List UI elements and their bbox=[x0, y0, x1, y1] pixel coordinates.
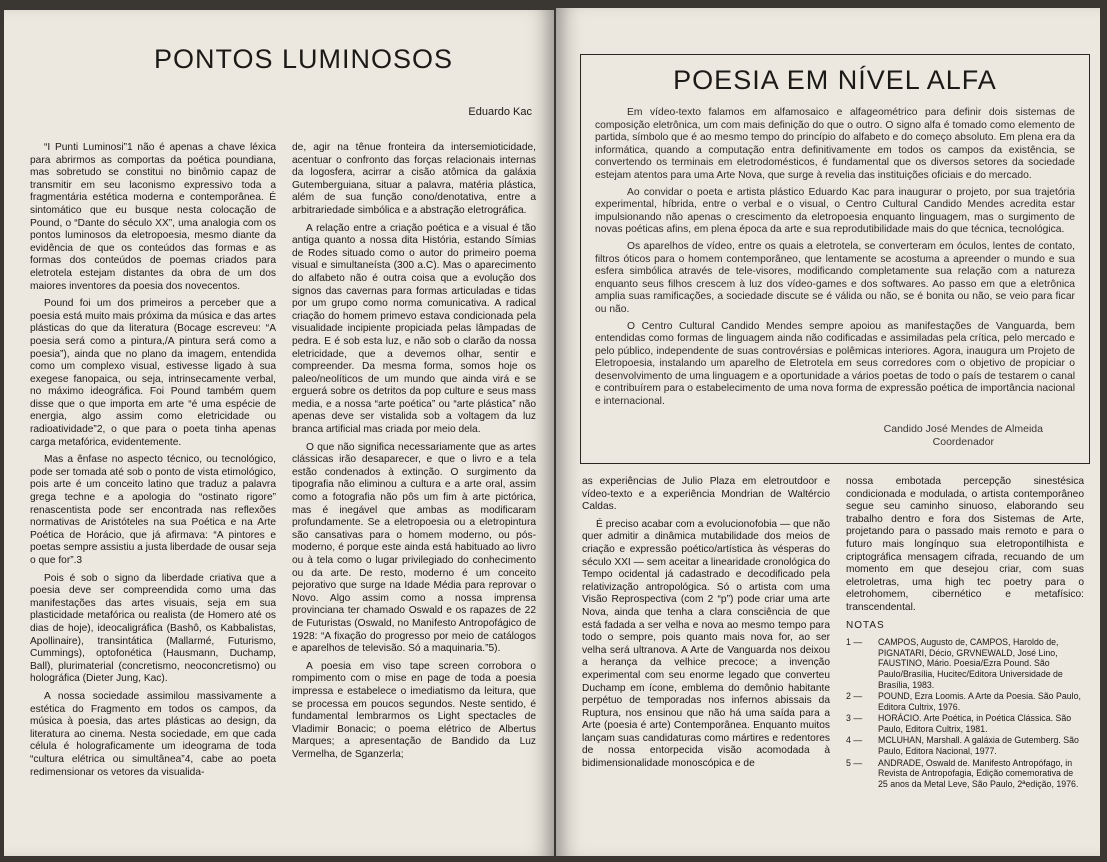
intro-text bbox=[595, 107, 1075, 413]
paragraph: nossa embotada percepção sinestésica condicionada e modulada, o artista contemporâneo segue seu caminho sinuoso, elaborando seu trabalho dentro e fora dos Sistemas de Arte, projetando para o passado mais remoto e para o futuro mais longínquo sua eletropontilhista e criptográfica mensagem cifrada, recuando de um momento em que desejou criar, com suas eletroletras, uma high tec poetry para o eletrohomem, cibernético e metafísico: transcendental. bbox=[846, 476, 1084, 613]
paragraph: Os aparelhos de vídeo, entre os quais a eletrotela, se converteram em óculos, lentes de contato, filtros óticos para o homem contemporâneo, que lentamente se acostuma a apreender o mundo e sua esfera simbólica através de tele-visores, modificando completamente sua relação com a natureza enquanto seus filhos crescem à luz dos vídeo-games e dos softwares. Ao passo em que a eletrônica amplia suas ramificações, a sociedade discute se é válida ou não, se é bonita ou não, se veio para ficar ou não. bbox=[595, 240, 1075, 315]
signature bbox=[884, 423, 1043, 449]
note-item bbox=[846, 735, 1084, 756]
notes-heading: NOTAS bbox=[846, 619, 885, 631]
right-column-1 bbox=[582, 476, 830, 776]
note-item bbox=[846, 637, 1084, 690]
note-number: 5 — bbox=[846, 757, 863, 768]
paragraph: Ao convidar o poeta e artista plástico Eduardo Kac para inaugurar o projeto, por sua trajetória experimental, híbrida, entre o verbal e o visual, o Centro Cultural Candido Mendes acredita estar impulsionando não apenas o crescimento da eletropoesia enquanto linguagem, mas o surgimento de novas poéticas afins, em plena época da arte e sua reprodutibilidade mais do que técnica, tecnológica. bbox=[595, 186, 1075, 236]
note-item bbox=[846, 713, 1084, 734]
article-title: PONTOS LUMINOSOS bbox=[154, 44, 454, 74]
paragraph: Pois é sob o signo da liberdade criativa que a poesia deve ser compreendida como uma das manifestações das artes visuais, seja em sua plasticidade metafórica ou realista (de Homero até os dias de hoje), ideocaligráfica (Bashô, os Kabbalistas, Apollinaire), transintática (Mallarmé, Futurismo, Cummings), optofonética (Hausmann, Duchamp, Ball), plurimaterial (concretismo, neoconcretismo) ou holográfica (Dieter Jung, Kac). bbox=[30, 572, 276, 685]
note-number: 3 — bbox=[846, 713, 863, 724]
paragraph: O Centro Cultural Candido Mendes sempre apoiou as manifestações de Vanguarda, bem entendidas como formas de linguagem ainda não codificadas e assimiladas pela crítica, pelo mercado e pelo público, independente de suas controvérsias e polêmicas interiores. Agora, inaugura um Projeto de Eletropoesia, instalando um aparelho de Eletrotela em seus corredores com o objetivo de propiciar o desenvolvimento de uma linguagem e a oportunidade a vários poetas de todo o país de testarem o canal e contribuírem para o estabelecimento de uma nova forma de expressão poética de importância nacional e internacional. bbox=[595, 320, 1075, 408]
paragraph: O que não significa necessariamente que as artes clássicas irão desaparecer, e que o livro e a tela estão condenados à extinção. O surgimento da tipografia não eliminou a cultura e a arte oral, assim como a fotografia não pôs um fim à arte pictórica, mas é inegável que ambas as modificaram profundamente. Se a eletropoesia ou a eletropintura são cansativas para o homem moderno, ou pós-moderno, é porque este ainda está habituado ao livro ou à tela como o lugar privilegiado do conhecimento ou da arte. De resto, moderno é um conceito pejorativo que surge na Idade Média para reprovar o Novo. Algo assim como a nossa imprensa provinciana ter chamado Oswald e os rapazes de 22 de Futuristas (Oswald, no Manifesto Antropofágico de 1928: “A fixação do progresso por meio de catálogos e aparelhos de televisão. Só a maquinaria.”5). bbox=[292, 441, 536, 655]
paragraph: A poesia em viso tape screen corrobora o rompimento com o mise en page de toda a poesia impressa e estabelece o imediatismo da leitura, que se processa em poucos segundos. Neste sentido, é fundamental lembrarmos os Light spectacles de Vladimir Bonacic; o poema elétrico de Albertus Marques; a apresentação de Bandido da Luz Vermelha, de Sganzerla; bbox=[292, 660, 536, 760]
intro-box bbox=[580, 54, 1090, 464]
paragraph: É preciso acabar com a evolucionofobia — que não quer admitir a dinâmica mutabilidade dos meios de criação e expressão poético/artística às vésperas do século XXI — sem aceitar a linearidade cronológica do Tempo ocidental já cadastrado e decodificado pela relativização antropológica. Só o artista com uma Visão Reprospectiva (com 2 “p”) pode criar uma arte Nova, ainda que tenha a clara consciência de que está fadada a ser velha e nova ao mesmo tempo para todo o sempre, pois quanto mais nova for, ao ser velha será ultranova. A Arte de Vanguarda nos deixou a herança da velhice precoce; a invenção experimental com seu enorme legado que converteu Duchamp em ícone, emblema do demônio habitante perpétuo de temporadas nos infernos abissais da Ruptura, nos ensinou que não há uma saída para a Arte (poesia é arte) Contemporânea. Enquanto muitos lançam suas candidaturas como mártires e redentores de nossa entorpecida visão acomodada à bidimensionalidade monoscópica e de bbox=[582, 518, 830, 770]
signature-name: Candido José Mendes de Almeida bbox=[883, 423, 1043, 435]
right-column-2 bbox=[846, 476, 1084, 790]
note-item bbox=[846, 758, 1084, 790]
note-text: POUND, Ezra Loomis. A Arte da Poesia. São Paulo, Editora Cultrix, 1976. bbox=[878, 691, 1081, 712]
note-text: HORÁCIO. Arte Poética, in Poética Clássica. São Paulo, Editora Cultrix, 1981. bbox=[878, 713, 1072, 734]
right-page bbox=[556, 8, 1100, 856]
left-page bbox=[4, 10, 554, 856]
left-column-1 bbox=[30, 142, 276, 784]
paragraph: Mas a ênfase no aspecto técnico, ou tecnológico, pode ser tomada até sob o ponto de vista etimológico, pois arte é um conceito latino que traduz a palavra grega techne e a apologia do “ostinato rigore” renascentista pode ser encontrada nas reflexões normativas de Aristóteles na sua Poética e na Arte Poética de Horácio, que já afirmava: “A pintores e poetas sempre assistiu a justa liberdade de ousar seja o que for”.3 bbox=[30, 454, 276, 566]
author-byline: Eduardo Kac bbox=[468, 106, 532, 118]
note-number: 1 — bbox=[846, 637, 863, 648]
note-item bbox=[846, 691, 1084, 712]
paragraph: Em vídeo-texto falamos em alfamosaico e alfageométrico para definir dois sistemas de composição eletrônica, um com mais definição do que o outro. O signo alfa é tomado como elemento de partida, símbolo que é ao mesmo tempo do princípio do alfabeto e do começo absoluto. Em plena era da informática, quando a computação entra definitivamente em todos os campos da existência, se convertendo os terminais em eletrodomésticos, é fundamental que os diversos setores da sociedade estejam atentos para uma Arte Nova, que surge à revelia das instituições oficiais e do mercado. bbox=[595, 107, 1075, 181]
box-title: POESIA EM NÍVEL ALFA bbox=[673, 65, 997, 95]
paragraph: Pound foi um dos primeiros a perceber que a poesia está muito mais próxima da música e das artes plásticas do que da literatura (Bocage escreveu: “A poesia será como a pintura,/A pintura será como a poesia”), ainda que no plano da imagem, entendida como um complexo visual, estivesse ligado à sua exegese fanopaica, ou seja, intrinsecamente verbal, no máximo ideográfica. Foi Pound também quem disse que o que importa em arte “é uma espécie de energia, algo assim como eletricidade ou radioatividade”2, o que para o poeta tinha apenas carga metafórica, evidentemente. bbox=[30, 298, 276, 448]
note-number: 4 — bbox=[846, 735, 863, 746]
signature-role: Coordenador bbox=[932, 436, 994, 448]
note-number: 2 — bbox=[846, 691, 863, 702]
note-text: MCLUHAN, Marshall. A galáxia de Gutemberg. São Paulo, Editora Nacional, 1977. bbox=[878, 735, 1079, 757]
paragraph: “I Punti Luminosi”1 não é apenas a chave léxica para abrirmos as comportas da poética poundiana, mas sobretudo se constitui no binômio capaz de transmitir em seu laconismo expressivo toda a fragmentária estética moderna e contemporânea. É sintomático que eu busque nesta colocação de Pound, o “Dante do século XX”, uma analogia com os pontos luminosos da eletropoesia, mesmo diante da evidência de que os conteúdos das formas e as formas dos conteúdos de poemas criados para eletrotela estejam distantes da obra de um dos maiores inventores da poesia dos novecentos. bbox=[30, 142, 276, 292]
note-text: ANDRADE, Oswald de. Manifesto Antropófago, in Revista de Antropofagia, Edição comemorativa de 25 anos da Metal Leve, São Paulo, 2ªedição, 1976. bbox=[878, 757, 1079, 789]
paragraph: de, agir na tênue fronteira da intersemioticidade, acentuar o confronto das forças relacionais internas da logosfera, acirrar a cisão atômica da galáxia Gutemberguiana, situar a palavra, matéria plástica, além de sua função cono/denotativa, entre a arbitrariedade simbólica e a abstração eletrográfica. bbox=[292, 142, 536, 216]
paragraph: as experiências de Julio Plaza em eletroutdoor e vídeo-texto e a experiência Mondrian de Waltércio Caldas. bbox=[582, 476, 830, 513]
left-column-2 bbox=[292, 142, 536, 767]
paragraph: A nossa sociedade assimilou massivamente a estética do Fragmento em todos os campos, da música à poesia, das artes plásticas ao design, da literatura ao cinema. Nesta sociedade, em que cada célula é holograficamente um ideograma de toda “cultura elétrica ou simultânea”4, cabe ao poeta redimensionar os vetores da visualida- bbox=[30, 690, 276, 778]
paragraph: A relação entre a criação poética e a visual é tão antiga quanto a nossa dita História, estando Símias de Rodes situado como o autor do primeiro poema visual e simultaneísta (300 a.C). Mas o aparecimento do alfabeto não é outra coisa que a evolução dos signos das cavernas para formas articuladas e tidas por um grupo como norma comunicativa. A radical criação do homem primevo estava condicionada pela visualidade incipiente propiciada pelas lâmpadas de pedra. E é sob esta luz, e não sob o clarão da nossa eletricidade, que a devemos olhar, sentir e compreender. Da mesma forma, somos hoje os paleo/neolíticos de um mundo que ainda virá e se erguerá sobre os detritos da pop culture e seus mass media, e a nossa “arte poética” ou “arte plástica” não apenas deve ser vistalida sob a voltagem da luz branca artificial mas criada por meio dela. bbox=[292, 222, 536, 436]
note-text: CAMPOS, Augusto de, CAMPOS, Haroldo de, PIGNATARI, Décio, GRVNEWALD, José Lino, FAUSTINO, Mário. Poesia/Ezra Pound. São Paulo/Brasília, Hucitec/Editora Universidade de Brasília, 1983. bbox=[878, 637, 1063, 690]
